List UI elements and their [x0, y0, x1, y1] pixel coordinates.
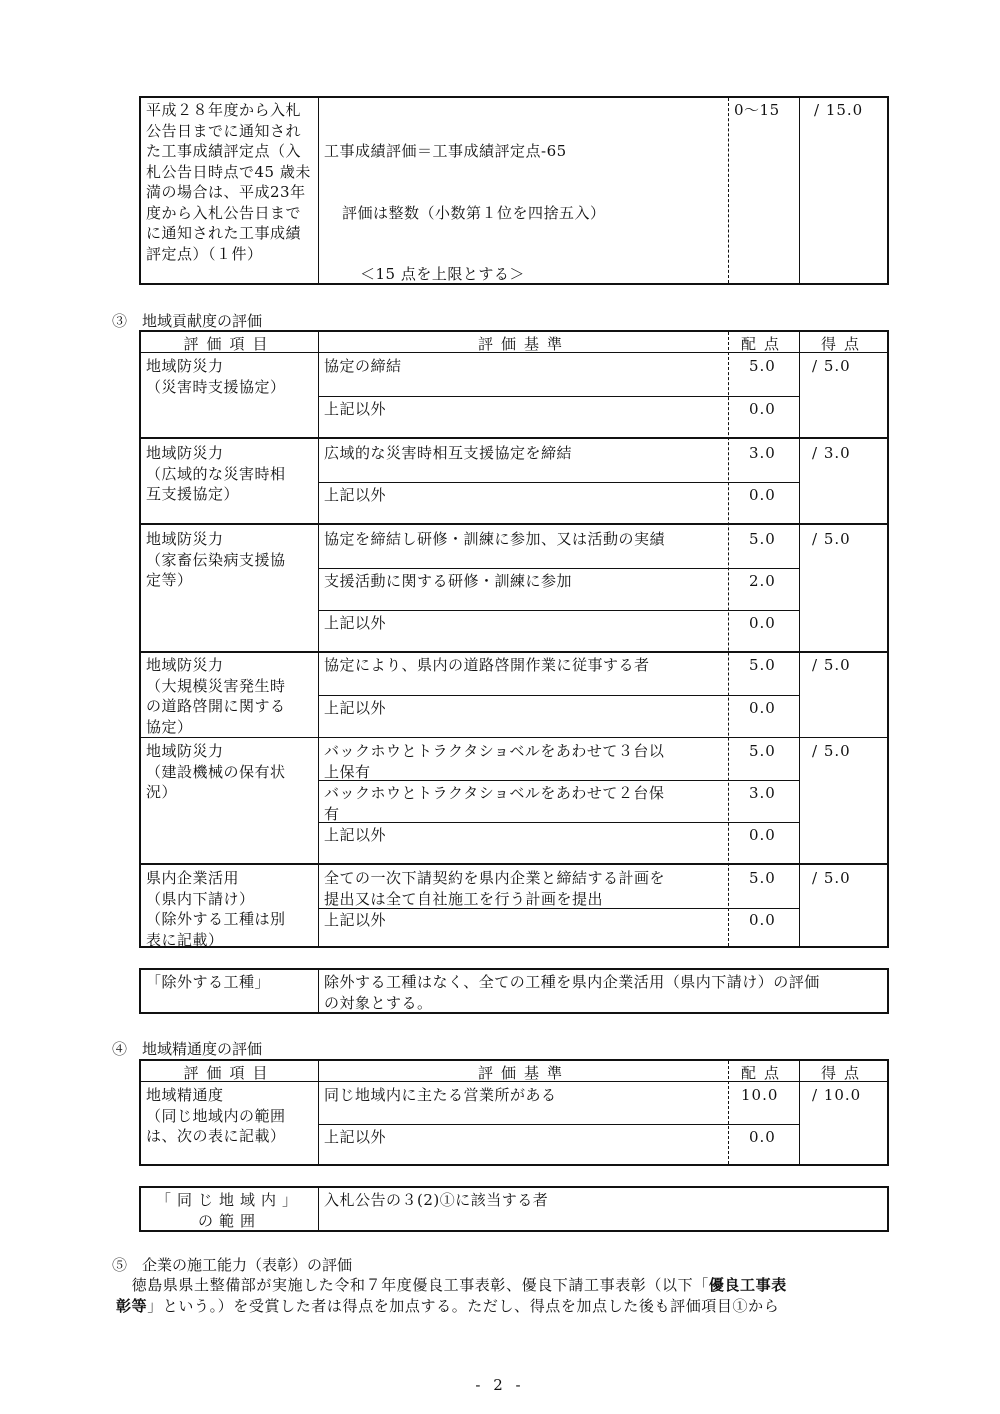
para-text-1: 徳島県県土整備部が実施した令和７年度優良工事表彰、優良下請工事表彰（以下「	[116, 1276, 709, 1294]
criteria-line-1: 工事成績評価＝工事成績評定点-65	[324, 142, 567, 160]
group-2-row-2-criteria: 上記以外	[324, 486, 387, 504]
group-3-row-3-criteria: 上記以外	[324, 614, 387, 632]
group-2-row-1-points: 3.0	[749, 444, 776, 462]
group-4-item: 地域防災力 （大規模災害発生時 の道路啓開に関する 協定）	[146, 656, 286, 736]
s4-score: / 10.0	[812, 1086, 862, 1104]
group-5-row-1-criteria: バックホウとトラクタショベルをあわせて３台以 上保有	[324, 742, 665, 781]
group-2-item: 地域防災力 （広域的な災害時相 互支援協定）	[146, 444, 286, 503]
group-6-score: / 5.0	[812, 869, 851, 887]
group-4-row-1-points: 5.0	[749, 656, 776, 674]
s4-item: 地域精通度 （同じ地域内の範囲 は、次の表に記載）	[146, 1086, 286, 1145]
group-3-row-2-criteria: 支援活動に関する研修・訓練に参加	[324, 572, 573, 590]
group-1-row-1-criteria: 協定の締結	[324, 357, 402, 375]
note-label: 「除外する工種」	[146, 973, 271, 991]
s4-note-text: 入札公告の３(2)①に該当する者	[324, 1191, 549, 1209]
group-3-row-3-points: 0.0	[749, 614, 776, 632]
group-5-row-2-criteria: バックホウとトラクタショベルをあわせて２台保 有	[324, 784, 665, 823]
group-4-row-1-criteria: 協定により、県内の道路啓開作業に従事する者	[324, 656, 650, 674]
group-6-item: 県内企業活用 （県内下請け） （除外する工種は別 表に記載）	[146, 869, 286, 949]
group-5-row-1-points: 5.0	[749, 742, 776, 760]
section-5-title: ⑤ 企業の施工能力（表彰）の評価	[112, 1256, 353, 1274]
header-item: 評価項目	[183, 335, 276, 353]
s4-header-score: 得点	[820, 1064, 867, 1082]
group-5-row-3-points: 0.0	[749, 826, 776, 844]
group-2-score: / 3.0	[812, 444, 851, 462]
section-5-paragraph	[116, 1275, 896, 1317]
criteria-line-2: 評価は整数（小数第１位を四捨五入）	[342, 203, 606, 222]
group-6-row-2-criteria: 上記以外	[324, 911, 387, 929]
s4-row-2-criteria: 上記以外	[324, 1128, 387, 1146]
section-3-table	[139, 330, 889, 948]
s4-header-criteria: 評価基準	[477, 1064, 570, 1082]
group-1-item: 地域防災力 （災害時支援協定）	[146, 357, 286, 396]
s4-row-1-points: 10.0	[741, 1086, 779, 1104]
group-3-row-1-points: 5.0	[749, 530, 776, 548]
header-points: 配点	[740, 335, 787, 353]
criteria-line-3: ＜15 点を上限とする＞	[360, 265, 525, 283]
header-criteria: 評価基準	[477, 335, 570, 353]
section-3-title: ③ 地域貢献度の評価	[112, 312, 263, 330]
group-5-item: 地域防災力 （建設機械の保有状 況）	[146, 742, 286, 801]
s4-header-points: 配点	[740, 1064, 787, 1082]
group-4-score: / 5.0	[812, 656, 851, 674]
section-4-title: ④ 地域精通度の評価	[112, 1040, 263, 1058]
s4-note-label: 「同じ地域内」 の範囲	[155, 1191, 303, 1230]
para-bold-1: 優良工事表	[708, 1276, 787, 1294]
group-2-row-2-points: 0.0	[749, 486, 776, 504]
group-5-score: / 5.0	[812, 742, 851, 760]
group-5-row-3-criteria: 上記以外	[324, 826, 387, 844]
para-bold-2: 彰等	[116, 1297, 148, 1315]
group-1-row-2-points: 0.0	[749, 400, 776, 418]
section-3-note	[139, 968, 889, 1014]
top-table	[139, 96, 889, 285]
group-6-row-1-points: 5.0	[749, 869, 776, 887]
s4-row-2-points: 0.0	[749, 1128, 776, 1146]
group-5-row-2-points: 3.0	[749, 784, 776, 802]
page-number: - 2 -	[475, 1376, 525, 1394]
group-3-item: 地域防災力 （家畜伝染病支援協 定等）	[146, 530, 286, 589]
header-score: 得点	[820, 335, 867, 353]
top-table-criteria	[319, 98, 729, 328]
top-table-score: / 15.0	[814, 101, 864, 119]
s4-header-item: 評価項目	[183, 1064, 276, 1082]
section-4-note	[139, 1186, 889, 1232]
para-text-2: 」という。）を受賞した者は得点を加点する。ただし、得点を加点した後も評価項目①から	[147, 1297, 780, 1315]
group-4-row-2-points: 0.0	[749, 699, 776, 717]
s4-row-1-criteria: 同じ地域内に主たる営業所がある	[324, 1086, 557, 1104]
group-1-score: / 5.0	[812, 357, 851, 375]
group-1-row-2-criteria: 上記以外	[324, 400, 387, 418]
group-3-score: / 5.0	[812, 530, 851, 548]
group-6-row-1-criteria: 全ての一次下請契約を県内企業と締結する計画を 提出又は全て自社施工を行う計画を提出	[324, 869, 666, 908]
top-table-points: 0～15	[734, 101, 780, 119]
note-text: 除外する工種はなく、全ての工種を県内企業活用（県内下請け）の評価 の対象とする。	[324, 973, 820, 1012]
group-4-row-2-criteria: 上記以外	[324, 699, 387, 717]
group-3-row-2-points: 2.0	[749, 572, 776, 590]
group-3-row-1-criteria: 協定を締結し研修・訓練に参加、又は活動の実績	[324, 530, 666, 548]
section-4-table	[139, 1059, 889, 1166]
group-1-row-1-points: 5.0	[749, 357, 776, 375]
top-table-item: 平成２８年度から入札公告日までに通知された工事成績評定点（入札公告日時点で45 歳未満の場合は、平成23年度から入札公告日までに通知された工事成績評定点）（１件）	[146, 101, 311, 263]
group-6-row-2-points: 0.0	[749, 911, 776, 929]
group-2-row-1-criteria: 広域的な災害時相互支援協定を締結	[324, 444, 573, 462]
